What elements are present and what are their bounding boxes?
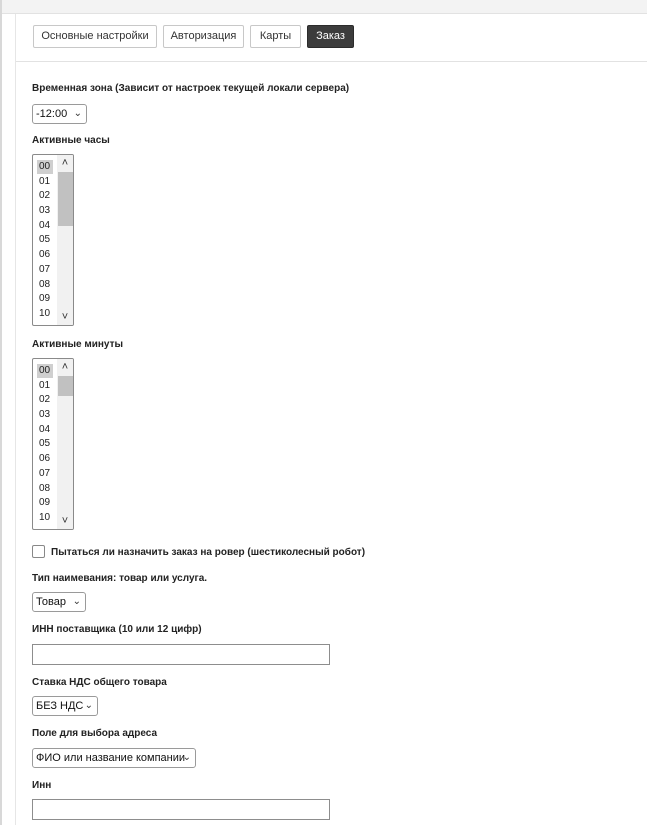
vat-rate-label: Ставка НДС общего товара (32, 677, 167, 688)
chevron-down-icon[interactable]: ˅ (61, 515, 69, 527)
tab-order[interactable]: Заказ (307, 25, 354, 48)
minutes-option[interactable]: 00 (37, 364, 53, 378)
active-minutes-listbox[interactable] (32, 358, 74, 530)
timezone-select[interactable] (32, 104, 87, 124)
scroll-thumb[interactable] (58, 172, 73, 226)
chevron-down-icon: ⌄ (72, 596, 81, 607)
minutes-scrollbar[interactable] (57, 359, 73, 529)
minutes-option[interactable]: 05 (39, 438, 51, 449)
hours-scrollbar[interactable] (57, 155, 73, 325)
hours-option[interactable]: 07 (39, 264, 51, 275)
address-field-select[interactable] (32, 748, 196, 768)
minutes-option[interactable]: 10 (39, 512, 51, 523)
minutes-option[interactable]: 03 (39, 409, 51, 420)
timezone-label: Временная зона (Зависит от настроек текущей локали сервера) (32, 83, 350, 94)
item-type-label: Тип наимевания: товар или услуга. (32, 573, 208, 584)
active-minutes-label: Активные минуты (32, 339, 124, 350)
hours-option[interactable]: 09 (39, 293, 51, 304)
minutes-option[interactable]: 07 (39, 468, 51, 479)
active-hours-label: Активные часы (32, 135, 110, 146)
inn-input[interactable] (32, 799, 330, 820)
address-field-label: Поле для выбора адреса (32, 728, 158, 739)
hours-option[interactable]: 08 (39, 279, 51, 290)
hours-option[interactable]: 05 (39, 234, 51, 245)
supplier-inn-input[interactable] (32, 644, 330, 665)
minutes-option[interactable]: 04 (39, 424, 51, 435)
hours-option[interactable]: 00 (37, 160, 53, 174)
hours-option[interactable]: 01 (39, 176, 51, 187)
chevron-down-icon[interactable]: ˅ (61, 311, 69, 323)
tab-bar (16, 14, 647, 62)
chevron-down-icon: ⌄ (182, 752, 191, 763)
top-bar (0, 0, 647, 14)
active-hours-listbox[interactable] (32, 154, 74, 326)
hours-option[interactable]: 03 (39, 205, 51, 216)
tab-basic-settings[interactable]: Основные настройки (33, 25, 157, 48)
hours-option[interactable]: 10 (39, 308, 51, 319)
minutes-option[interactable]: 01 (39, 380, 51, 391)
left-edge (0, 0, 2, 825)
tab-authorization[interactable]: Авторизация (163, 25, 244, 48)
minutes-option[interactable]: 06 (39, 453, 51, 464)
tab-maps[interactable]: Карты (250, 25, 301, 48)
chevron-up-icon[interactable]: ˄ (61, 157, 69, 169)
scroll-thumb[interactable] (58, 376, 73, 396)
minutes-option[interactable]: 08 (39, 483, 51, 494)
hours-option[interactable]: 06 (39, 249, 51, 260)
timezone-value: -12:00 (36, 108, 68, 120)
rover-label: Пытаться ли назначить заказ на ровер (шестиколесный робот) (51, 547, 366, 558)
chevron-down-icon: ⌄ (84, 700, 93, 711)
hours-option[interactable]: 02 (39, 190, 51, 201)
chevron-up-icon[interactable]: ˄ (61, 361, 69, 373)
inn-label: Инн (32, 780, 52, 791)
vat-rate-select[interactable] (32, 696, 98, 716)
vat-rate-value: БЕЗ НДС (36, 700, 84, 712)
chevron-down-icon: ⌄ (73, 108, 82, 119)
item-type-value: Товар (36, 596, 66, 608)
address-field-value: ФИО или название компании (36, 752, 186, 764)
item-type-select[interactable] (32, 592, 86, 612)
settings-panel (15, 14, 647, 825)
minutes-option[interactable]: 02 (39, 394, 51, 405)
supplier-inn-label: ИНН поставщика (10 или 12 цифр) (32, 624, 202, 635)
hours-option[interactable]: 04 (39, 220, 51, 231)
rover-checkbox[interactable] (32, 545, 45, 558)
minutes-option[interactable]: 09 (39, 497, 51, 508)
